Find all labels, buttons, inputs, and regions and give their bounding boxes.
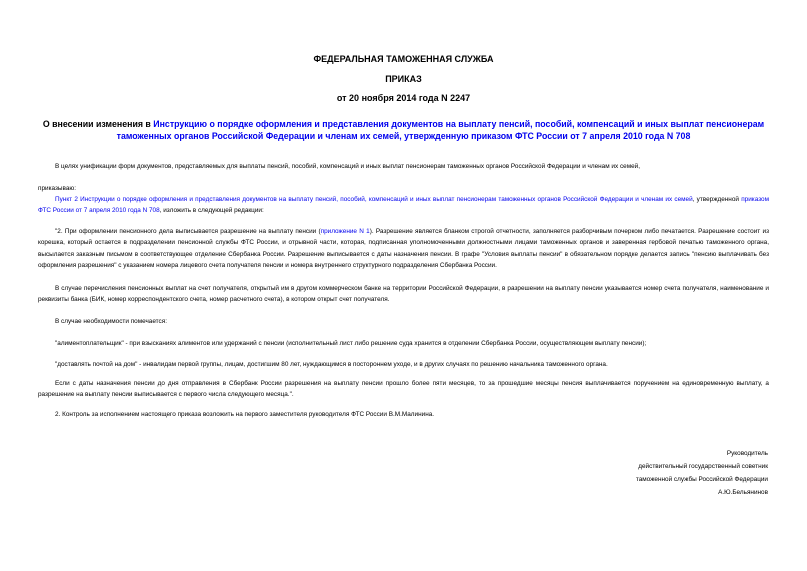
- prikaz-paragraph: приказываю:: [38, 185, 76, 192]
- intro-paragraph: В целях унификации форм документов, представляемых для выплаты пенсий, пособий, компенсаций и иных выплат пенсионерам таможенных органов Российской Федерации и членам их семей,: [55, 163, 640, 170]
- transfer-paragraph: В случае перечисления пенсионных выплат на счет получателя, открытый им в другом коммерческом банке на территории Российской Федерации, в разрешении на выплату пенсии указывается номер счета получателя, наименование и реквизиты банка (БИК, номер корреспондентского счета, номер расчетного счета), в котором открыт счет получателя.: [38, 285, 769, 304]
- needed-paragraph: В случае необходимости помечается:: [55, 318, 167, 325]
- document-date-number: от 20 ноября 2014 года N 2247: [336, 93, 471, 103]
- title-prefix: О внесении изменения в: [42, 119, 154, 129]
- home-delivery-paragraph: "доставлять почтой на дом" - инвалидам первой группы, лицам, достигшим 80 лет, нуждающимся в постороннем уходе, и в других случаях по решению начальника таможенного органа.: [55, 361, 608, 368]
- document-kind: ПРИКАЗ: [385, 74, 422, 84]
- signature-rank: действительный государственный советник: [638, 463, 768, 470]
- instruction-point-2-link[interactable]: Пункт 2 Инструкции о порядке оформления и представления документов на выплату пенсий, пособий, компенсаций и иных выплат пенсионерам таможенных органов Российской Федерации и членам их семей: [55, 196, 693, 203]
- five-months-paragraph: Если с даты назначения пенсии до дня отправления в Сбербанк России разрешения на выплату пенсии прошло более пяти месяцев, то за прошедшие месяцы пенсия выплачивается поручением на единовременную выплату, а разрешение на выплату пенсии выписывается с первого числа следующего месяца.".: [38, 380, 769, 399]
- quote1-pre: "2. При оформлении пенсионного дела выписывается разрешение на выплату пенсии (: [55, 228, 321, 235]
- control-paragraph: 2. Контроль за исполнением настоящего приказа возложить на первого заместителя руководителя ФТС России В.М.Малинина.: [55, 411, 435, 418]
- document-title: [38, 118, 769, 142]
- order-708-link[interactable]: приказом ФТС России от 7 апреля 2010 года N 708: [38, 196, 769, 215]
- signature-service: таможенной службы Российской Федерации: [635, 476, 768, 483]
- quote-paragraph-1: [38, 226, 769, 271]
- p1-mid: , утвержденной: [692, 196, 742, 203]
- paragraph-1: [38, 194, 769, 217]
- signature-block: [560, 447, 768, 499]
- p1-post: , изложить в следующей редакции:: [159, 207, 264, 215]
- title-instruction-link[interactable]: Инструкцию о порядке оформления и представления документов на выплату пенсий, пособий, компенсаций и иных выплат пенсионерам таможенных органов Российской Федерации и членам их семей, утвержденную приказом ФТС России от 7 апреля 2010 года N 708: [116, 119, 765, 141]
- quote1-post: ). Разрешение является бланком строгой отчетности, заполняется разборчивым почерком либо печатается. Разрешение состоит из корешка, который остается в подразделении пенсионной службы ФТС России, и отрывной части, которая, подписанная уполномоченными должностными лицами таможенных органов и заверенная гербовой печатью таможенного органа, высылается заказным письмом в соответствующее отделение Сбербанка России. Разрешение выписывается с даты назначения пенсии. В графе "Условия выплаты пенсии" в обязательном порядке делается запись "пенсию выплачивать без оформления разрешения" с указанием номера лицевого счета получателя пенсии и номера внутреннего структурного подразделения Сбербанка России.: [38, 228, 770, 269]
- signature-name: А.Ю.Бельянинов: [718, 489, 768, 496]
- alimony-paragraph: "алиментоплательщик" - при взысканиях алиментов или удержаний с пенсии (исполнительный лист либо решение суда хранится в отделении Сбербанка России, осуществляющем выплату пенсии);: [55, 340, 647, 347]
- appendix-1-link[interactable]: приложение N 1: [320, 228, 370, 235]
- org-name: ФЕДЕРАЛЬНАЯ ТАМОЖЕННАЯ СЛУЖБА: [313, 54, 494, 64]
- signature-title: Руководитель: [726, 450, 768, 457]
